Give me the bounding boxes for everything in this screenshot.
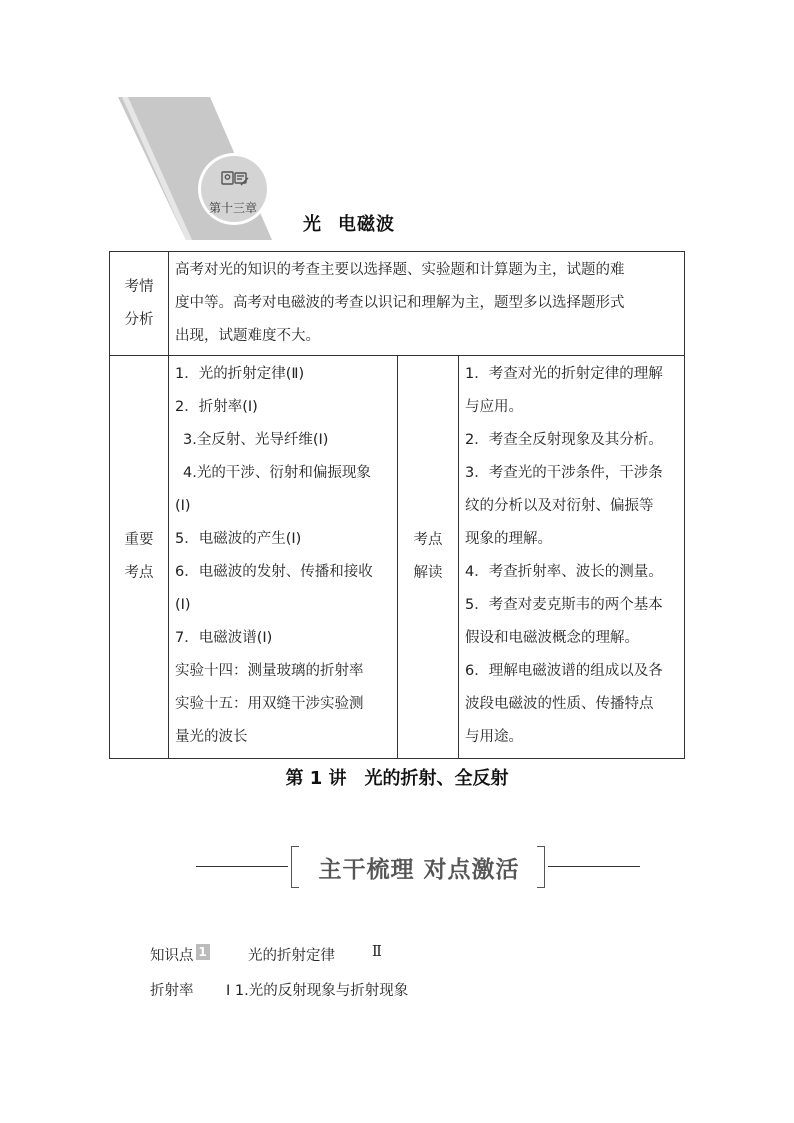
exam-analysis-row [110,252,685,356]
bracket-left [291,846,299,888]
list-item: 波段电磁波的性质、传播特点 [465,696,654,712]
exam-analysis-text [169,252,685,356]
header-line: 分析 [124,311,154,328]
key-points-header [110,356,169,759]
text-line: 度中等。高考对电磁波的考查以识记和理解为主，题型多以选择题形式 [175,295,625,311]
knowledge-point [150,944,382,965]
knowledge-point-level: Ⅱ [372,944,382,960]
chapter-label: 第十三章 [208,201,257,215]
chapter-banner [0,0,794,250]
list-item: 5．电磁波的产生(Ⅰ) [175,531,302,547]
list-item: 2．考查全反射现象及其分析。 [465,432,663,448]
list-item: (Ⅰ) [175,498,191,514]
header-line: 重要 [124,532,154,548]
knowledge-point-badge: 1 [196,944,210,960]
chapter-banner-graphic [0,0,794,250]
bracket-right [537,846,545,888]
overview-table [109,251,685,759]
header-line: 考点 [413,532,443,548]
list-item: 4．考查折射率、波长的测量。 [465,564,663,580]
interpretation-header [398,356,459,759]
divider [196,866,288,867]
list-item: 实验十五：用双缝干涉实验测 [175,696,364,712]
list-item: 7．电磁波谱(Ⅰ) [175,630,273,646]
list-item: 4.光的干涉、衍射和偏振现象 [183,465,371,481]
list-item: 与用途。 [465,729,523,745]
list-item: 与应用。 [465,399,523,415]
list-item: 5．考查对麦克斯韦的两个基本 [465,597,663,613]
header-line: 考点 [124,565,154,581]
text-line: 出现，试题难度不大。 [175,328,320,344]
list-item: 现象的理解。 [465,531,552,547]
list-item: 2．折射率(Ⅰ) [175,399,258,415]
body-line [150,979,409,1000]
section-title: 主干梳理 对点激活 [318,856,520,883]
divider [548,866,640,867]
list-item: (Ⅰ) [175,597,191,613]
list-item: 量光的波长 [175,729,248,745]
knowledge-point-title: 光的折射定律 [248,948,335,964]
list-item: 实验十四：测量玻璃的折射率 [175,663,364,679]
list-item: 1．光的折射定律(Ⅱ) [175,366,305,382]
knowledge-point-label: 知识点 [150,948,194,964]
body-line-term: 折射率 [150,983,194,999]
lecture-title: 第 1 讲 光的折射、全反射 [285,768,509,789]
text-line: 高考对光的知识的考查主要以选择题、实验题和计算题为主，试题的难 [175,262,625,278]
key-points-row [110,356,685,759]
section-header [196,842,640,894]
list-item: 假设和电磁波概念的理解。 [465,630,639,646]
list-item: 纹的分析以及对衍射、偏振等 [465,498,654,514]
list-item: 3．考查光的干涉条件，干涉条 [465,465,663,481]
key-points-list [169,356,398,759]
chapter-title [303,210,395,236]
chapter-title-part-a: 光 [303,214,322,235]
list-item: 1．考查对光的折射定律的理解 [465,366,663,382]
list-item: 3.全反射、光导纤维(Ⅰ) [183,432,329,448]
chapter-title-part-b: 电磁波 [338,214,395,235]
list-item: 6．理解电磁波谱的组成以及各 [465,663,663,679]
exam-analysis-header [110,252,169,356]
header-line: 考情 [124,278,154,295]
interpretation-list [459,356,685,759]
body-line-text: Ⅰ 1.光的反射现象与折射现象 [226,983,409,999]
header-line: 解读 [413,565,443,581]
list-item: 6．电磁波的发射、传播和接收 [175,564,373,580]
